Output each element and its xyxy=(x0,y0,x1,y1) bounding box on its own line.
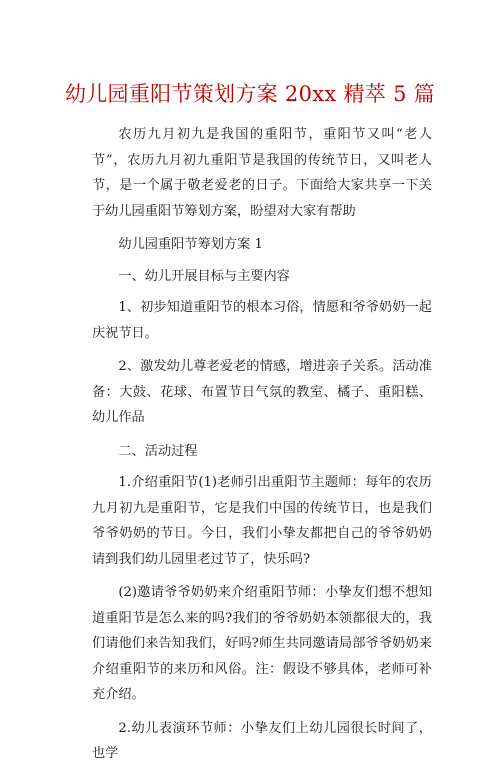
paragraph-plan-heading: 幼儿园重阳节筹划方案 1 xyxy=(118,237,263,252)
paragraph-section-heading: 一、幼儿开展目标与主要内容 xyxy=(118,268,290,284)
paragraph-step-2: 2.幼儿表演环节师：小挚友们上幼儿园很长时间了，也学 xyxy=(92,720,432,761)
document-title: 幼儿园重阳节策划方案 20xx 精萃 5 篇 xyxy=(64,82,436,106)
paragraph-goal-2: 2、激发幼儿尊老爱老的情感，增进亲子关系。活动准备：大鼓、花球、布置节日气氛的教室、橘子、重阳糕、幼儿作品 xyxy=(92,359,432,425)
document-body xyxy=(92,122,432,767)
paragraph-intro: 农历九月初九是我国的重阳节，重阳节又叫“老人节”，农历九月初九重阳节是我国的传统节日，又叫老人节，是一个属于敬老爱老的日子。下面给大家共享一下关于幼儿园重阳节筹划方案，盼望对大家有帮助 xyxy=(92,127,432,219)
paragraph-step-1: 1.介绍重阳节(1)老师引出重阳节主题师：每年的农历九月初九是重阳节，它是我们中国的传统节日，也是我们爷爷奶奶的节日。今日，我们小挚友都把自己的爷爷奶奶请到我们幼儿园里老过节了，快乐吗? xyxy=(92,475,432,567)
paragraph-step-1-2: (2)邀请爷爷奶奶来介绍重阳节师：小挚友们想不想知道重阳节是怎么来的吗?我们的爷爷奶奶本领都很大的，我们请他们来告知我们，好吗?师生共同邀请局部爷爷奶奶来介绍重阳节的来历和风俗。注：假设不够具体，老师可补充介绍。 xyxy=(92,585,432,702)
paragraph-goal-1: 1、初步知道重阳节的根本习俗，情愿和爷爷奶奶一起庆祝节日。 xyxy=(92,300,432,341)
paragraph-process-heading: 二、活动过程 xyxy=(118,443,198,459)
